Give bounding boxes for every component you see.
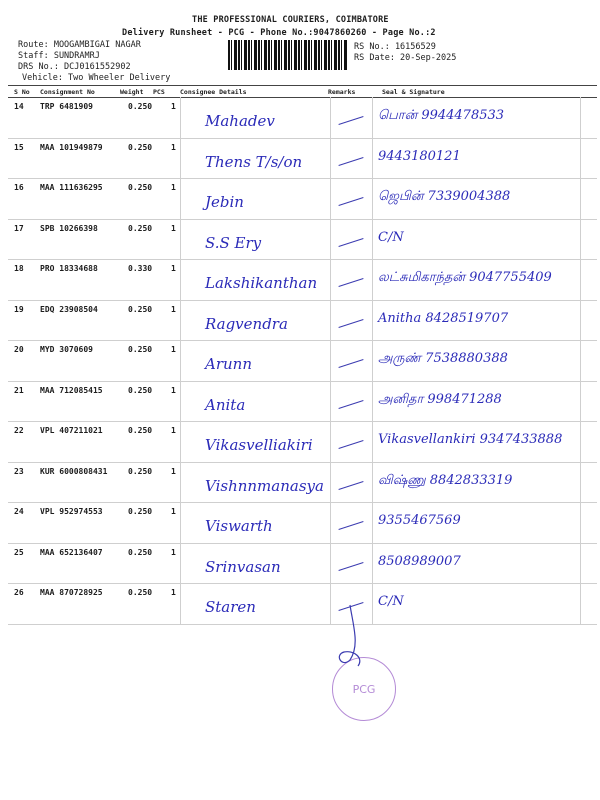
row-consignee-handwriting: Mahadev	[205, 112, 275, 130]
row-separator	[8, 381, 597, 382]
row-consignee-handwriting: Viswarth	[205, 517, 273, 535]
row-weight: 0.250	[128, 183, 153, 192]
row-separator	[8, 583, 597, 584]
row-separator	[8, 259, 597, 260]
row-consignee-handwriting: Srinvasan	[205, 557, 281, 576]
row-seal-handwriting: அருண் 7538880388	[378, 351, 508, 366]
row-remark-dash	[338, 197, 363, 206]
row-remark-dash	[338, 359, 363, 368]
row-consignment: TRP 6481909	[40, 102, 93, 111]
row-seal-handwriting: Vikasvellankiri 9347433888	[378, 432, 563, 447]
row-remark-dash	[338, 157, 363, 166]
col-consignee: Consignee Details	[180, 88, 247, 96]
row-sno: 17	[14, 223, 24, 233]
row-weight: 0.250	[128, 345, 153, 354]
rs-number: RS No.: 16156529	[354, 42, 436, 52]
row-pcs: 1	[171, 183, 176, 192]
row-weight: 0.330	[128, 264, 153, 273]
row-sno: 14	[14, 102, 24, 111]
rs-date: RS Date: 20-Sep-2025	[354, 53, 457, 63]
row-pcs: 1	[171, 547, 176, 557]
divider-seal	[372, 97, 373, 625]
row-pcs: 1	[171, 142, 176, 152]
row-weight: 0.250	[128, 304, 153, 314]
row-seal-handwriting: லட்சுமிகாந்தன் 9047755409	[378, 270, 552, 285]
row-consignee-handwriting: Vikasvelliakiri	[205, 436, 313, 454]
row-consignee-handwriting: Arunn	[205, 355, 252, 373]
row-separator	[8, 502, 597, 503]
row-sno: 24	[14, 507, 24, 516]
row-separator	[8, 543, 597, 544]
row-sno: 25	[14, 547, 24, 557]
row-remark-dash	[338, 562, 363, 571]
signature-scribble	[320, 600, 380, 670]
row-weight: 0.250	[128, 385, 153, 395]
row-consignment: MAA 101949879	[40, 142, 103, 152]
row-pcs: 1	[171, 507, 176, 516]
row-sno: 20	[14, 345, 24, 354]
runsheet-title: Delivery Runsheet - PCG - Phone No.:9047860260 - Page No.:2	[122, 28, 436, 38]
row-seal-handwriting: ஜெபின் 7339004388	[378, 189, 511, 204]
col-pcs: PCS	[153, 88, 165, 96]
row-sno: 18	[14, 264, 24, 273]
row-consignee-handwriting: Vishnnmanasya	[205, 476, 324, 495]
row-separator	[8, 421, 597, 422]
row-consignee-handwriting: Staren	[205, 598, 256, 616]
row-weight: 0.250	[128, 588, 153, 597]
row-remark-dash	[338, 440, 363, 449]
row-pcs: 1	[171, 102, 176, 111]
row-remark-dash	[338, 481, 363, 490]
row-consignee-handwriting: Thens T/s/on	[205, 152, 303, 171]
divider-remarks	[330, 97, 331, 625]
row-consignee-handwriting: S.S Ery	[205, 233, 262, 252]
row-pcs: 1	[171, 304, 176, 314]
row-remark-dash	[338, 319, 363, 328]
row-weight: 0.250	[128, 142, 153, 152]
row-weight: 0.250	[128, 426, 153, 435]
row-consignment: MAA 111636295	[40, 183, 103, 192]
col-remarks: Remarks	[328, 88, 356, 96]
col-seal: Seal & Signature	[382, 88, 445, 96]
divider-right	[580, 97, 581, 625]
divider-consignee	[180, 97, 181, 625]
row-seal-handwriting: Anitha 8428519707	[378, 310, 509, 326]
row-consignee-handwriting: Ragvendra	[205, 314, 288, 333]
row-consignment: VPL 407211021	[40, 426, 103, 435]
row-separator	[8, 178, 597, 179]
row-remark-dash	[338, 278, 363, 287]
row-consignee-handwriting: Lakshikanthan	[205, 274, 318, 292]
row-pcs: 1	[171, 466, 176, 476]
row-pcs: 1	[171, 345, 176, 354]
company-name: THE PROFESSIONAL COURIERS, COIMBATORE	[192, 15, 389, 25]
row-seal-handwriting: 9443180121	[378, 148, 461, 164]
route-label: Route: MOOGAMBIGAI NAGAR	[18, 40, 141, 50]
row-consignment: SPB 10266398	[40, 223, 98, 233]
row-consignment: MAA 870728925	[40, 588, 103, 597]
row-weight: 0.250	[128, 547, 153, 557]
row-pcs: 1	[171, 264, 176, 273]
row-weight: 0.250	[128, 466, 153, 476]
row-seal-handwriting: அனிதா 998471288	[378, 391, 502, 407]
vehicle-label: Vehicle: Two Wheeler Delivery	[22, 73, 171, 83]
col-consignment: Consignment No	[40, 88, 95, 96]
row-separator	[8, 300, 597, 301]
row-consignee-handwriting: Anita	[205, 395, 246, 414]
row-remark-dash	[338, 238, 363, 247]
row-separator	[8, 624, 597, 625]
header-top-rule	[8, 85, 597, 86]
row-sno: 26	[14, 588, 24, 597]
row-separator	[8, 340, 597, 341]
row-sno: 21	[14, 385, 24, 395]
row-weight: 0.250	[128, 223, 153, 233]
col-weight: Weight	[120, 88, 144, 96]
row-consignment: EDQ 23908504	[40, 304, 98, 314]
row-seal-handwriting: C/N	[378, 594, 404, 609]
row-pcs: 1	[171, 588, 176, 597]
row-consignment: MAA 652136407	[40, 547, 103, 557]
header-bottom-rule	[8, 97, 597, 98]
row-seal-handwriting: C/N	[378, 229, 404, 245]
row-remark-dash	[338, 521, 363, 530]
row-seal-handwriting: பொன் 9944478533	[378, 108, 505, 123]
row-separator	[8, 462, 597, 463]
row-consignment: VPL 952974553	[40, 507, 103, 516]
row-consignment: KUR 6000808431	[40, 466, 108, 476]
row-seal-handwriting: 8508989007	[378, 553, 461, 569]
row-pcs: 1	[171, 223, 176, 233]
row-seal-handwriting: 9355467569	[378, 513, 461, 528]
row-consignee-handwriting: Jebin	[205, 193, 244, 211]
row-consignment: MAA 712085415	[40, 385, 103, 395]
barcode-image	[228, 40, 348, 70]
row-remark-dash	[338, 116, 363, 125]
row-sno: 19	[14, 304, 24, 314]
row-weight: 0.250	[128, 102, 153, 111]
row-pcs: 1	[171, 426, 176, 435]
row-pcs: 1	[171, 385, 176, 395]
row-sno: 22	[14, 426, 24, 435]
row-sno: 15	[14, 142, 24, 152]
row-seal-handwriting: விஷ்ணு 8842833319	[378, 472, 513, 488]
row-sno: 16	[14, 183, 24, 192]
row-separator	[8, 219, 597, 220]
row-weight: 0.250	[128, 507, 153, 516]
pcg-stamp: PCG	[332, 657, 396, 721]
row-consignment: MYD 3070609	[40, 345, 93, 354]
row-consignment: PRO 18334688	[40, 264, 98, 273]
row-separator	[8, 138, 597, 139]
col-sno: S No	[14, 88, 30, 96]
staff-label: Staff: SUNDRAMRJ	[18, 51, 100, 61]
drs-number: DRS No.: DCJ0161552902	[18, 62, 131, 72]
row-remark-dash	[338, 400, 363, 409]
row-sno: 23	[14, 466, 24, 476]
